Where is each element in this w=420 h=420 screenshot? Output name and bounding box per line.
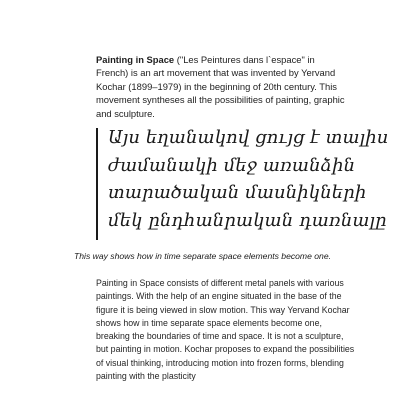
body-paragraph: Painting in Space consists of different metal panels with various paintings. With the help of an engine situated in the base of the figure it is being viewed in slow motion. This way Yervand Kochar shows how in time separate space elements become one, breaking the boundaries of time and space. It is not a sculpture, but painting in motion. Kochar proposes to expand the possibilities of visual thinking, introducing motion into frozen forms, blending painting with the plasticity (96, 278, 355, 382)
quote-vertical-bar (96, 128, 98, 240)
quote-line-3: տարածական մասնիկների (108, 182, 367, 203)
intro-text: ("Les Peintures dans l`espace" in French) is an art movement that was invented by Yervand Kochar (1899–1979) in the beginning of 20th century. This movement syntheses all the possibilities of painting, graphic and sculpture. (96, 54, 345, 119)
quote-line-4: մեկ ընդհանրական դառնալը (108, 209, 387, 231)
quote-line-1: Այս եղանակով ցույց է տալիս (108, 127, 389, 148)
quote-caption: This way shows how in time separate space elements become one. (74, 251, 331, 261)
quote-line-2: ժամանակի մեջ առանձին (108, 154, 356, 176)
quote-lines (108, 124, 389, 234)
intro-term: Painting in Space (96, 54, 175, 65)
intro-paragraph (96, 53, 346, 120)
